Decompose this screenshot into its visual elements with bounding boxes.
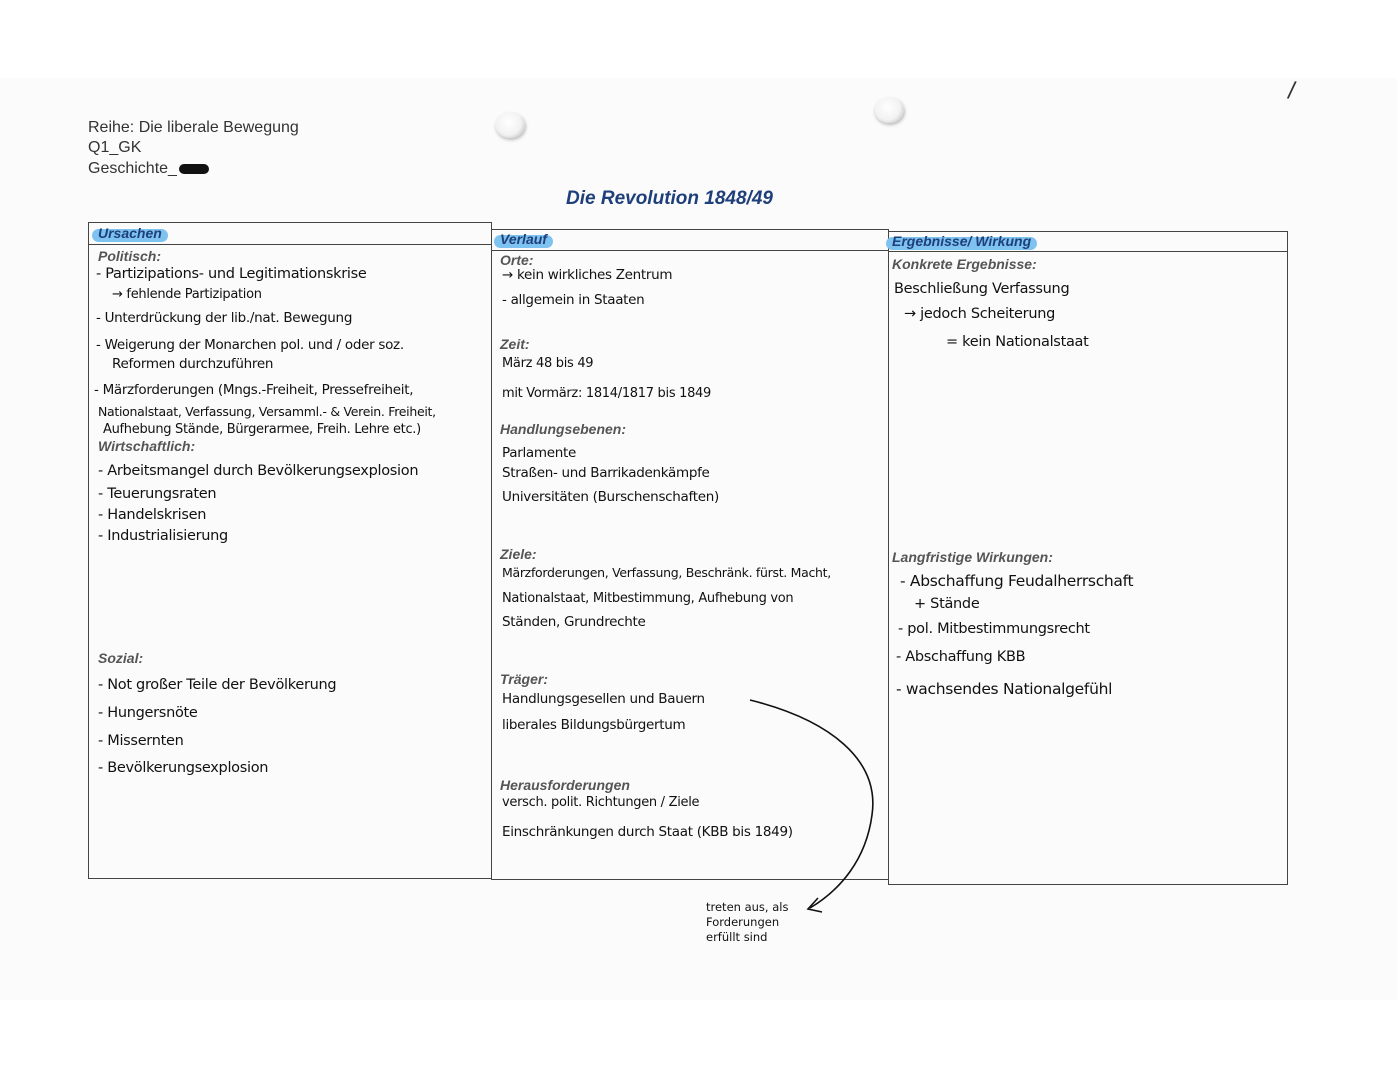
list-item: Beschließung Verfassung [894,281,1070,297]
list-item: - Märzforderungen (Mngs.-Freiheit, Pressefreiheit, [94,382,414,398]
arrow-note-line: erfüllt sind [706,930,768,944]
section-label-traeger: Träger: [500,671,548,687]
list-item: mit Vormärz: 1814/1817 bis 1849 [502,386,712,401]
list-item: - pol. Mitbestimmungsrecht [898,621,1090,637]
section-label-zeit: Zeit: [500,336,530,352]
list-item: Aufhebung Stände, Bürgerarmee, Freih. Lehre etc.) [103,422,421,437]
list-item: Märzforderungen, Verfassung, Beschränk. fürst. Macht, [502,565,831,580]
section-label-orte: Orte: [500,252,534,268]
list-item: - Partizipations- und Legitimationskrise [96,266,367,282]
section-label-ziele: Ziele: [500,546,537,562]
list-item: = kein Nationalstaat [946,334,1089,350]
list-item: Einschränkungen durch Staat (KBB bis 1849) [502,824,793,840]
list-item: Parlamente [502,445,576,461]
arrow-note-line: treten aus, als [706,900,789,914]
list-item: - Abschaffung Feudalherrschaft [900,572,1134,590]
subject-label: Geschichte_ [88,160,209,178]
list-item: - Industrialisierung [98,528,228,544]
list-item: Universitäten (Burschenschaften) [502,489,719,505]
list-item: - Handelskrisen [98,507,207,523]
list-item: - wachsendes Nationalgefühl [896,680,1113,698]
column-title-verlauf: Verlauf [500,231,547,247]
list-item: → kein wirkliches Zentrum [502,267,673,283]
section-label-wirtschaftlich: Wirtschaftlich: [98,438,196,454]
column-title-ergebnisse: Ergebnisse/ Wirkung [892,233,1031,249]
list-item: → fehlende Partizipation [112,287,262,302]
section-label-handlungsebenen: Handlungsebenen: [500,421,627,437]
list-item: Nationalstaat, Mitbestimmung, Aufhebung von [502,591,794,606]
list-item: - Bevölkerungsexplosion [98,760,269,776]
list-item: Ständen, Grundrechte [502,614,646,630]
section-label-konkret: Konkrete Ergebnisse: [892,256,1037,272]
column-title-ursachen: Ursachen [98,225,162,241]
list-item: - Missernten [98,733,184,749]
list-item: → jedoch Scheiterung [904,306,1056,322]
list-item: Reformen durchzuführen [112,356,274,372]
list-item: Straßen- und Barrikadenkämpfe [502,465,710,481]
page-title: Die Revolution 1848/49 [566,188,773,209]
list-item: Nationalstaat, Verfassung, Versamml.- & Verein. Freiheit, [98,404,436,419]
section-label-sozial: Sozial: [98,650,144,666]
list-item: - Weigerung der Monarchen pol. und / oder soz. [96,337,404,353]
section-label-herausforderungen: Herausforderungen [500,777,630,793]
list-item: - Teuerungsraten [98,486,217,502]
list-item: - allgemein in Staaten [502,292,645,308]
list-item: - Hungersnöte [98,705,198,721]
list-item: - Unterdrückung der lib./nat. Bewegung [96,310,353,326]
list-item: Handlungsgesellen und Bauern [502,691,705,707]
section-label-politisch: Politisch: [98,248,162,264]
series-label: Reihe: Die liberale Bewegung [88,119,299,136]
section-label-langfristig: Langfristige Wirkungen: [892,549,1053,565]
list-item: - Arbeitsmangel durch Bevölkerungsexplosion [98,463,419,479]
list-item: - Not großer Teile der Bevölkerung [98,677,337,693]
list-item: liberales Bildungsbürgertum [502,717,686,733]
arrow-note [706,900,788,945]
arrow-note-line: Forderungen [706,915,780,929]
course-label: Q1_GK [88,139,142,156]
page-mark: / [1286,77,1298,104]
list-item: versch. polit. Richtungen / Ziele [502,795,700,810]
list-item: - Abschaffung KBB [896,649,1026,665]
list-item: März 48 bis 49 [502,356,594,371]
list-item: + Stände [914,596,980,612]
